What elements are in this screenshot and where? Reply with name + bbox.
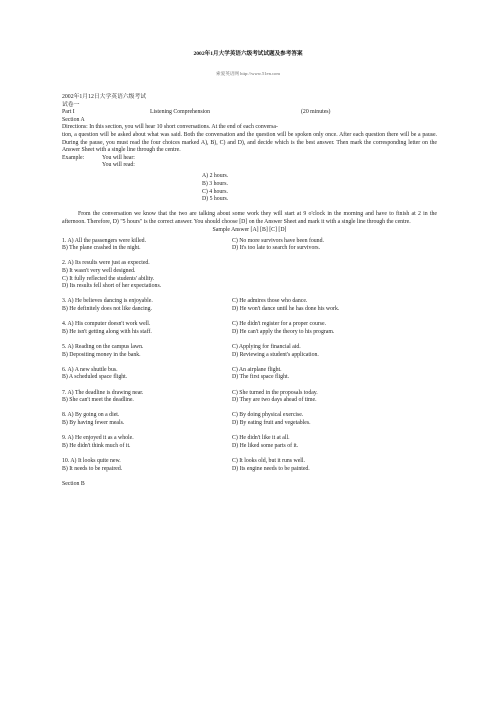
date-line: 2002年1月12日大学英语六级考试	[62, 94, 147, 100]
question-item	[62, 238, 437, 253]
question-item	[62, 344, 437, 359]
option-b: B) It needs to be repaired.	[62, 465, 123, 472]
option-d: D) He won't dance until he has done his work.	[232, 306, 340, 313]
option-d: D) He can't apply the theory to his program.	[232, 328, 335, 335]
option-a: 8. A) By going on a diet.	[62, 412, 120, 419]
option-c: C) Applying for financial aid.	[232, 344, 301, 350]
section-b-heading: Section B	[62, 480, 85, 487]
question-item	[62, 298, 437, 313]
part-label: Part I	[62, 109, 75, 116]
option-b: B) Depositing money in the bank.	[62, 351, 141, 358]
example-row	[62, 155, 437, 163]
section-a-heading: Section A	[62, 116, 85, 123]
sample-answer: Sample Answer [A] [B] [C] [D]	[212, 226, 287, 233]
option-d: D) Reviewing a student's application.	[232, 351, 319, 358]
option-b: B) He didn't think much of it.	[62, 442, 131, 449]
option-c: C) By doing physical exercise.	[232, 412, 304, 419]
question-item	[62, 321, 437, 336]
option-a: 3. A) He believes dancing is enjoyable.	[62, 298, 153, 305]
option-c: C) He didn't like it at all.	[232, 435, 290, 442]
option-a: 10. A) It looks quite new.	[62, 457, 121, 464]
option-a: 7. A) The deadline is drawing near.	[62, 389, 144, 396]
example-option: C) 4 hours.	[202, 188, 228, 195]
example-option: A) 2 hours.	[202, 173, 229, 180]
document-body	[62, 94, 437, 488]
option-d: D) He liked some parts of it.	[232, 442, 299, 449]
option-a: 1. A) All the passengers were killed.	[62, 237, 147, 244]
option-c: C) She turned in the proposals today.	[232, 389, 318, 396]
option-c: C) An airplane flight.	[232, 366, 282, 373]
option-a: 9. A) He enjoyed it as a whole.	[62, 435, 134, 442]
example-hear: You will hear:	[102, 154, 135, 161]
directions-text: tion, a question will be asked about what was said. Both the conversation and the question will be spoken only once. After each question there will be a pause. During the pause, you must read the four choices marked A), B), C) and D), and decide which is the best answer. Then mark the corresponding letter on the Answer Sheet with a single line through the centre.	[62, 131, 437, 154]
explanation-paragraph: From the conversation we know that the two are talking about some work they will start at 9 o'clock in the morning and have to finish at 2 in the afternoon. Therefore, D) "5 hours" is the correct answer. You should choose [D] on the Answer Sheet and mark it with a single line through the centre.	[62, 211, 437, 225]
directions-line-1: Directions: In this section, you will hear 10 short conversations. At the end of each conversa-	[62, 124, 278, 131]
option-c: C) He admires those who dance.	[232, 298, 308, 305]
option-d: D) By eating fruit and vegetables.	[232, 419, 311, 426]
option-c: C) It looks old, but it runs well.	[232, 457, 305, 464]
part-title: Listening Comprehension	[150, 109, 211, 116]
question-list	[62, 238, 437, 473]
option-d: D) The first space flight.	[232, 374, 290, 381]
option-d: D) Its engine needs to be painted.	[232, 465, 310, 472]
question-item	[62, 412, 437, 427]
option-b: B) She can't meet the deadline.	[62, 397, 134, 404]
option-a: 2. A) Its results were just as expected.	[62, 260, 150, 267]
option-d: D) It's too late to search for survivors.	[232, 245, 320, 252]
option-b: B) He isn't getting along with his staff.	[62, 328, 152, 335]
question-item	[62, 435, 437, 450]
paper-label: 试卷一	[62, 101, 80, 108]
example-option: B) 3 hours.	[202, 181, 228, 188]
document-title: 2002年1月大学英语六级考试试题及参考答案	[193, 51, 303, 57]
question-item	[62, 367, 437, 382]
option-c: C) It fully reflected the students' ability.	[62, 275, 155, 282]
question-item	[62, 260, 437, 290]
source-line: 索爱英语网 http://www.51en.com	[216, 71, 280, 76]
option-b: B) He definitely does not like dancing.	[62, 306, 152, 313]
example-option: D) 5 hours.	[202, 196, 229, 203]
option-a: 6. A) A new shuttle bus.	[62, 366, 118, 373]
option-d: D) They are two days ahead of time.	[232, 397, 317, 404]
option-b: B) It wasn't very well designed.	[62, 268, 136, 275]
option-b: B) The plane crashed in the night.	[62, 245, 141, 252]
option-c: C) No more survivors have been found.	[232, 237, 324, 244]
option-c: C) He didn't register for a proper course.	[232, 321, 327, 328]
option-a: 5. A) Reading on the campus lawn.	[62, 344, 144, 350]
example-label: Example:	[62, 154, 85, 161]
example-read: You will read:	[102, 162, 135, 169]
option-a: 4. A) His computer doesn't work well.	[62, 321, 151, 328]
part-heading	[62, 109, 437, 117]
part-time: (20 minutes)	[301, 109, 331, 116]
option-d: D) Its results fell short of her expectations.	[62, 283, 162, 290]
option-b: B) By having fewer meals.	[62, 419, 125, 426]
question-item	[62, 390, 437, 405]
option-b: B) A scheduled space flight.	[62, 374, 128, 381]
question-item	[62, 458, 437, 473]
